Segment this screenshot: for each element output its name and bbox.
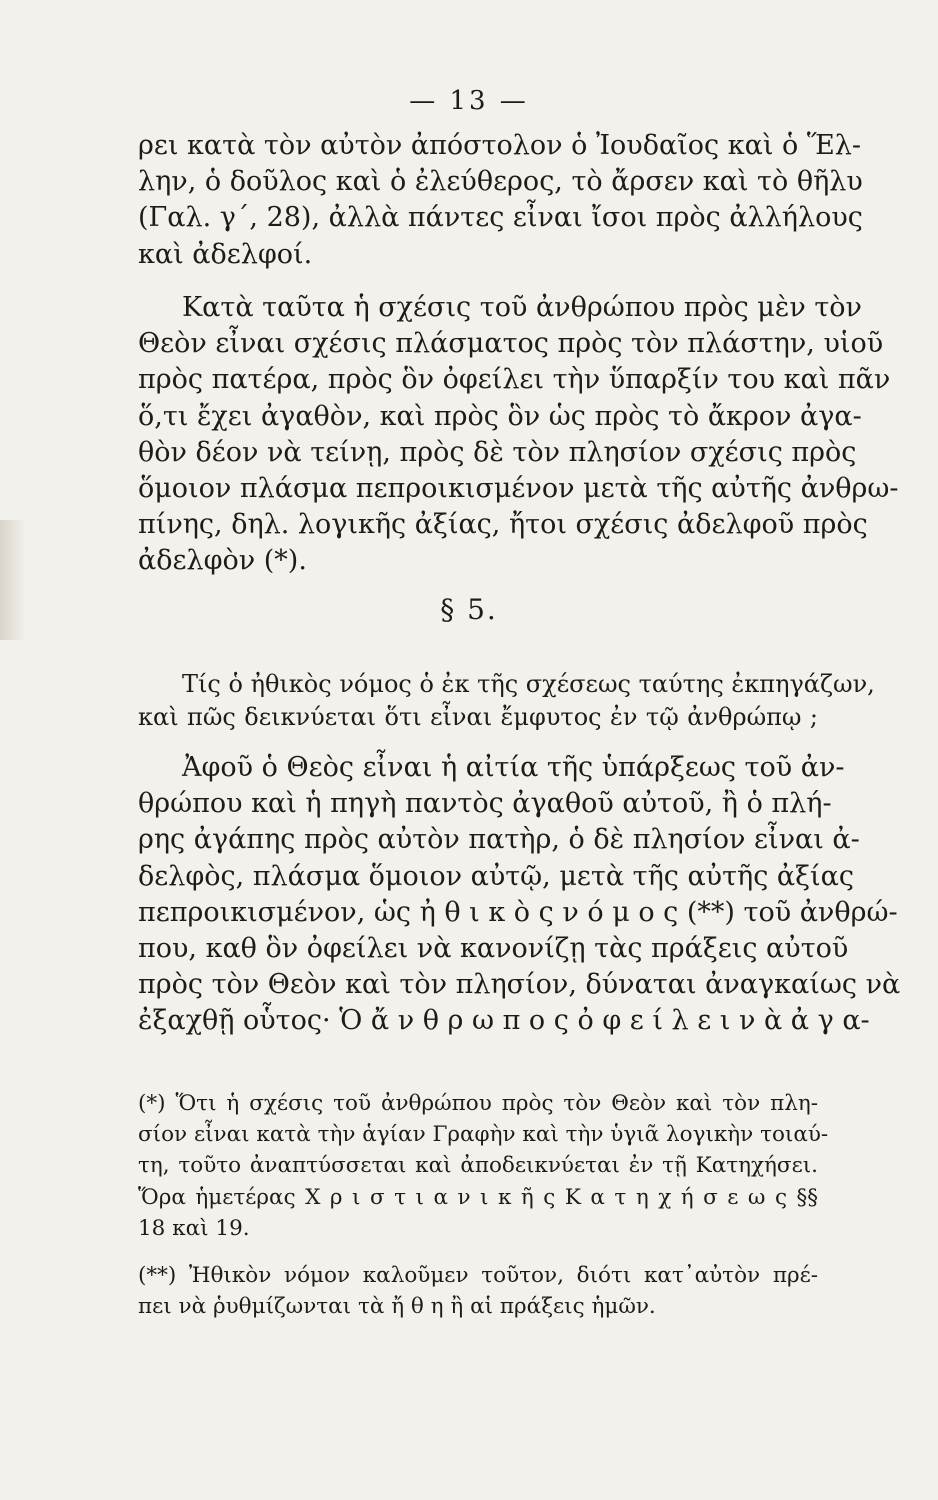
text-line: πίνης, δηλ. λογικῆς ἀξίας, ἤτοι σχέσις ἀδελφοῦ πρὸς bbox=[138, 509, 868, 541]
text-line: καὶ ἀδελφοί. bbox=[138, 238, 313, 270]
text-line: Ἀφοῦ ὁ Θεὸς εἶναι ἡ αἰτία τῆς ὑπάρξεως τοῦ ἀν- bbox=[182, 752, 845, 783]
text-line: ἀδελφὸν (*). bbox=[138, 545, 307, 577]
text-line: ἐξαχθῇ οὗτος· Ὁ ἄ ν θ ρ ω π ο ς ὀ φ ε ί λ ε ι ν ὰ ἀ γ α- bbox=[138, 1005, 870, 1037]
text-line: καὶ πῶς δεικνύεται ὅτι εἶναι ἔμφυτος ἐν τῷ ἀνθρώπῳ ; bbox=[138, 703, 818, 731]
footnote-line: τη, τοῦτο ἀναπτύσσεται καὶ ἀποδεικνύεται ἐν τῇ Κατηχήσει. bbox=[138, 1153, 818, 1179]
text-line: ὅμοιον πλάσμα πεπροικισμένον μετὰ τῆς αὐτῆς ἀνθρω- bbox=[138, 472, 899, 504]
paragraph-2 bbox=[138, 290, 899, 580]
text-line: Κατὰ ταῦτα ἡ σχέσις τοῦ ἀνθρώπου πρὸς μὲν τὸν bbox=[182, 292, 862, 323]
text-line: ὅ,τι ἔχει ἀγαθὸν, καὶ πρὸς ὃν ὡς πρὸς τὸ ἄκρον ἀγα- bbox=[138, 400, 862, 432]
footnote-line: Ὅρα ἡμετέρας Χ ρ ι σ τ ι α ν ι κ ῆ ς Κ α τ η χ ή σ ε ω ς §§ bbox=[138, 1184, 818, 1210]
paragraph-1 bbox=[138, 128, 863, 273]
text-line: θὸν δέον νὰ τείνῃ, πρὸς δὲ τὸν πλησίον σχέσις πρὸς bbox=[138, 436, 857, 468]
text-line: ρει κατὰ τὸν αὐτὸν ἀπόστολον ὁ Ἰουδαῖος καὶ ὁ Ἕλ- bbox=[138, 130, 862, 161]
text-line: πρὸς πατέρα, πρὸς ὃν ὀφείλει τὴν ὕπαρξίν του καὶ πᾶν bbox=[138, 364, 891, 396]
text-line: Θεὸν εἶναι σχέσις πλάσματος πρὸς τὸν πλάστην, υἱοῦ bbox=[138, 328, 884, 360]
text-line: που, καθ ὃν ὀφείλει νὰ κανονίζῃ τὰς πράξεις αὐτοῦ bbox=[138, 932, 849, 964]
paragraph-3 bbox=[138, 750, 901, 1040]
text-line: πεπροικισμένον, ὡς ἠ θ ι κ ὸ ς ν ό μ ο ς (**) τοῦ ἀνθρώ- bbox=[138, 896, 898, 928]
footnote-line: (*) Ὅτι ἡ σχέσις τοῦ ἀνθρώπου πρὸς τὸν Θεὸν καὶ τὸν πλη- bbox=[138, 1091, 818, 1116]
page-number: — 13 — bbox=[409, 86, 529, 116]
footnote-line: 18 καὶ 19. bbox=[138, 1215, 250, 1241]
footnote-line: (**) Ἠθικὸν νόμον καλοῦμεν τοῦτον, διότι κατ᾽αὐτὸν πρέ- bbox=[138, 1263, 818, 1288]
section-heading: § 5. bbox=[440, 593, 498, 626]
footnote-1 bbox=[138, 1088, 829, 1244]
text-line: ρης ἀγάπης πρὸς αὐτὸν πατὴρ, ὁ δὲ πλησίον εἶναι ἀ- bbox=[138, 824, 860, 856]
text-line: (Γαλ. γ΄, 28), ἀλλὰ πάντες εἶναι ἴσοι πρὸς ἀλλήλους bbox=[138, 202, 863, 234]
text-line: Τίς ὁ ἠθικὸς νόμος ὁ ἐκ τῆς σχέσεως ταύτης ἐκπηγάζων, bbox=[182, 670, 875, 698]
footnote-2 bbox=[138, 1260, 818, 1322]
footnote-line: πει νὰ ῥυθμίζωνται τὰ ἤ θ η ἢ αἱ πράξεις ἡμῶν. bbox=[138, 1294, 656, 1320]
text-line: πρὸς τὸν Θεὸν καὶ τὸν πλησίον, δύναται ἀναγκαίως νὰ bbox=[138, 969, 901, 1001]
text-line: θρώπου καὶ ἡ πηγὴ παντὸς ἀγαθοῦ αὐτοῦ, ἢ ὁ πλή- bbox=[138, 788, 832, 820]
section-question bbox=[138, 668, 875, 734]
text-line: δελφὸς, πλάσμα ὅμοιον αὐτῷ, μετὰ τῆς αὐτῆς ἀξίας bbox=[138, 860, 854, 892]
text-line: λην, ὁ δοῦλος καὶ ὁ ἐλεύθερος, τὸ ἄρσεν καὶ τὸ θῆλυ bbox=[138, 166, 863, 198]
footnote-line: σίον εἶναι κατὰ τὴν ἁγίαν Γραφὴν καὶ τὴν ὑγιᾶ λογικὴν τοιαύ- bbox=[138, 1122, 829, 1148]
